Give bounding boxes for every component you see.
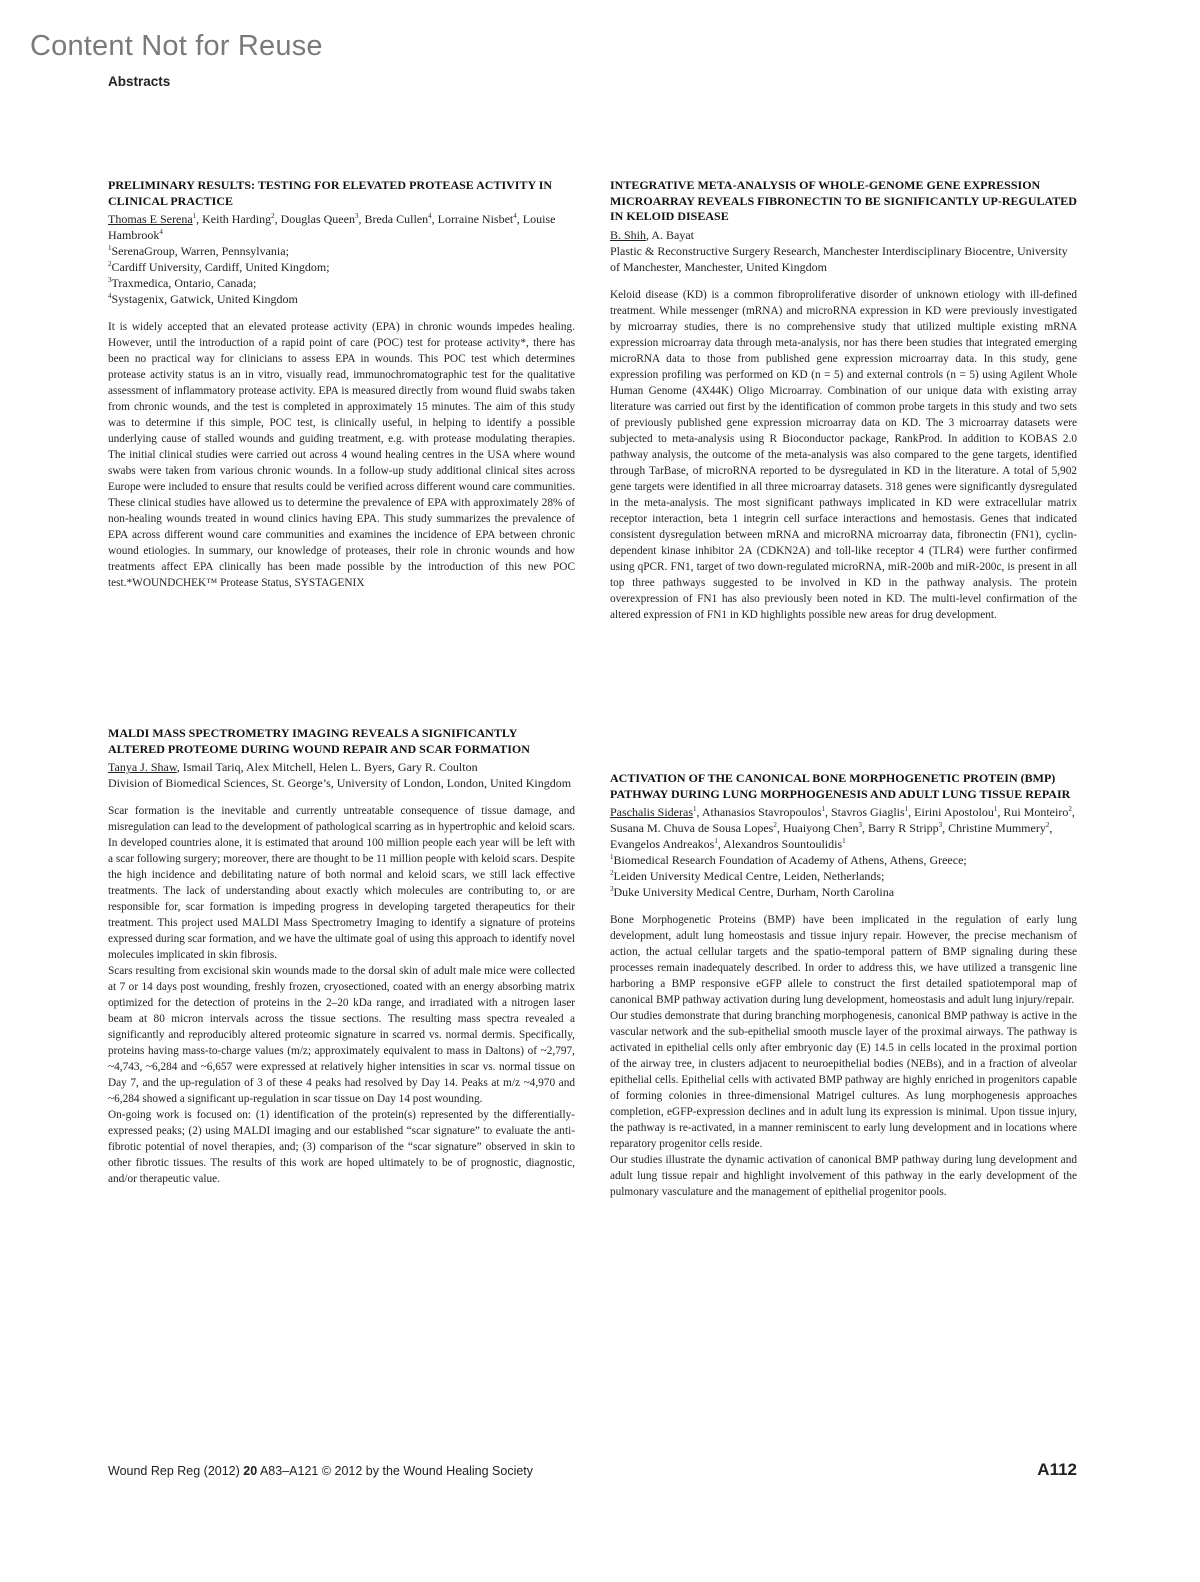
paragraph: Scars resulting from excisional skin wounds made to the dorsal skin of adult male mice were collected at 7 or 14 days post wounding, freshly frozen, cryosectioned, coated with an energy absorbing matrix optimized for the detection of proteins in the 2–20 kDa range, and irradiated with a nitrogen laser beam at 80 micron intervals across the tissue sections. The resulting mass spectra revealed a significantly and reproducibly altered proteomic signature in scarred vs. normal dermis. Specifically, proteins having mass-to-charge values (m/z; approximately equivalent to mass in Daltons) of ~2,797, ~4,743, ~6,284 and ~6,657 were expressed at relatively higher intensities in scar vs. normal tissue on Day 7, and the up-regulation of 3 of these 4 peaks had resolved by Day 14. Peaks at m/z ~4,970 and ~6,284 showed a significant up-regulation in scar tissue on Day 14 post wounding. — [108, 965, 575, 1105]
author-list: Paschalis Sideras$^1$, Athanasios Stavropoulos$^1$, Stavros Giaglis$^1$, Eirini Apostolou$^1$, Rui Monteiro$^2$, Susana M. Chuva de Sousa Lopes$^2$, Huaiyong Chen$^3$, Barry R Stripp$^3$, Christine Mummery$^2$, Evangelos Andreakos$^1$, Alexandros Sountoulidis$^1$ — [610, 805, 1075, 851]
paragraph: Our studies illustrate the dynamic activation of canonical BMP pathway during lung development and adult lung tissue repair and highlight involvement of this pathway in the early development of the pulmonary vasculature and the management of epithelial progenitor pools. — [610, 1154, 1077, 1198]
paragraph: On-going work is focused on: (1) identification of the protein(s) represented by the differentially-expressed peaks; (2) using MALDI imaging and our established “scar signature” to evaluate the anti-fibrotic potential of novel therapies, and; (3) comparison of the “scar signature” observed in skin to other fibrotic tissues. The results of this work are hoped ultimately to be of prognostic, diagnostic, and/or therapeutic value. — [108, 1109, 575, 1185]
right-column — [610, 178, 1077, 623]
affiliation: $^3$Traxmedica, Ontario, Canada; — [108, 276, 257, 290]
abstract-title: INTEGRATIVE META-ANALYSIS OF WHOLE-GENOME GENE EXPRESSION MICROARRAY REVEALS FIBRONECTIN TO BE SIGNIFICANTLY UP-REGULATED IN KELOID DISEASE — [610, 178, 1077, 223]
author-list: Tanya J. Shaw, Ismail Tariq, Alex Mitchell, Helen L. Byers, Gary R. Coulton — [108, 760, 478, 774]
abstract-title: ACTIVATION OF THE CANONICAL BONE MORPHOGENETIC PROTEIN (BMP) PATHWAY DURING LUNG MORPHOGENESIS AND ADULT LUNG TISSUE REPAIR — [610, 771, 1071, 801]
paragraph: Keloid disease (KD) is a common fibroproliferative disorder of unknown etiology with ill-defined treatment. While messenger (mRNA) and microRNA expression in KD were previously investigated by microarray studies, there is no comprehensive study that utilized multiple existing mRNA expression microarray data through meta-analysis, nor has there been studies that integrated emerging microRNA data to those from published gene expression microarray data. In this study, gene expression profiling was performed on KD (n = 5) and external controls (n = 5) using Agilent Whole Human Genome (4X44K) Oligo Microarray. Combination of our unique data with existing array literature was carried out first by the identification of common probe targets in this study and two sets of previously published gene expression microarray data on KD. The 3 microarray datasets were subjected to meta-analysis using R Bioconductor package, RankProd. In addition to KOBAS 2.0 pathway analysis, the outcome of the meta-analysis was also compared to the gene targets, identified through TarBase, of microRNA reported to be dysregulated in KD in the literature. A total of 5,902 gene targets were identified in all three microarray datasets. 318 genes were significantly dysregulated in the meta-analysis. The most significant pathways implicated in KD were extracellular matrix receptor interaction, beta 1 integrin cell surface interactions and hemostasis. Genes that indicated consistent dysregulation between mRNA and microRNA microarray data, fibronectin (FN1), cyclin-dependent kinase inhibitor 2A (CDKN2A) and toll-like receptor 4 (TLR4) were further confirmed using qPCR. FN1, target of two down-regulated microRNA, miR-200b and miR-200c, is present in all top three pathways suggested to be involved in KD in the pathway analysis. The protein overexpression of FN1 has also previously been noted in KD. The multi-level confirmation of the altered expression of FN1 in KD highlights possible new areas for drug development. — [610, 288, 1077, 621]
affiliation: $^1$SerenaGroup, Warren, Pennsylvania; — [108, 244, 289, 258]
paragraph: Bone Morphogenetic Proteins (BMP) have been implicated in the regulation of early lung development, adult lung homeostasis and tissue injury repair. However, the precise mechanism of action, the actual cellular targets and the spatio-temporal pattern of BMP signaling during these processes remain inadequately described. In order to address this, we have utilized a transgenic line harboring a BMP responsive eGFP allele to construct the first detailed spatiotemporal map of canonical BMP pathway activation during lung development, homeostasis and adult lung injury/repair. — [610, 914, 1077, 1006]
abstract-title: PRELIMINARY RESULTS: TESTING FOR ELEVATED PROTEASE ACTIVITY IN CLINICAL PRACTICE — [108, 178, 553, 208]
abstract-maldi — [108, 726, 575, 1187]
journal-citation: Wound Rep Reg (2012) 20 A83–A121 © 2012 by the Wound Healing Society — [108, 1464, 534, 1478]
abstract-body — [610, 912, 1077, 1200]
abstract-bmp — [610, 771, 1077, 1200]
abstract-protease — [108, 178, 575, 591]
presenting-author: Thomas E Serena — [108, 212, 193, 226]
abstract-title: MALDI MASS SPECTROMETRY IMAGING REVEALS A SIGNIFICANTLY ALTERED PROTEOME DURING WOUND REPAIR AND SCAR FORMATION — [108, 726, 530, 756]
page-number: A112 — [1037, 1460, 1077, 1479]
paragraph: Our studies demonstrate that during branching morphogenesis, canonical BMP pathway is active in the vascular network and the sub-epithelial smooth muscle layer of the proximal airways. The pathway is activated in epithelial cells only after embryonic day (E) 14.5 in cells located in the proximal portion of the airway tree, in clusters adjacent to neuroepithelial bodies (NEBs), and in a fraction of alveolar epithelial cells. Epithelial cells with activated BMP pathway are highly enriched in progenitors capable of forming colonies in three-dimensional Matrigel cultures. As lung morphogenesis approaches completion, eGFP-expression declines and in adult lung its expression is minimal. Upon tissue injury, the pathway is re-activated, in a manner reminiscent to early lung development and in locations where reparatory progenitor cells reside. — [610, 1010, 1077, 1150]
affiliation: $^1$Biomedical Research Foundation of Academy of Athens, Athens, Greece; — [610, 853, 967, 867]
abstract-body — [108, 319, 575, 591]
affiliation: $^4$Systagenix, Gatwick, United Kingdom — [108, 292, 298, 306]
right-column-lower — [610, 771, 1077, 1200]
paragraph: Scar formation is the inevitable and currently untreatable consequence of tissue damage, and misregulation can lead to the development of pathological scarring as in hypertrophic and keloid scars. In developed countries alone, it is estimated that around 100 million people each year will be left with a scar following surgery; moreover, there are thought to be 11 million people with keloid scars. Despite the high incidence and debilitating nature of both normal and keloid scars, we still lack effective treatments. The lack of understanding about exactly which molecules are contributing to, or are responsible for, scar formation is impeding progress in developing targeted therapeutics for their treatment. This project used MALDI Mass Spectrometry Imaging to identify a signature of proteins expressed during scar formation, and we have the ultimate goal of using this approach to identify novel molecules implicated in skin fibrosis. — [108, 805, 575, 961]
presenting-author: B. Shih — [610, 227, 647, 242]
affiliation: Plastic & Reconstructive Surgery Research, Manchester Interdisciplinary Biocentre, University of Manchester, Manchester, United Kingdom — [610, 243, 1068, 274]
abstract-body — [108, 803, 575, 1187]
affiliation: $^2$Cardiff University, Cardiff, United Kingdom; — [108, 260, 330, 274]
left-column — [108, 178, 575, 591]
abstract-body — [610, 287, 1077, 623]
watermark: Content Not for Reuse — [30, 30, 323, 62]
presenting-author: Tanya J. Shaw — [108, 760, 177, 774]
left-column-lower — [108, 726, 575, 1187]
section-label: Abstracts — [108, 74, 171, 89]
affiliation: Division of Biomedical Sciences, St. George’s, University of London, London, United Kingdom — [108, 776, 572, 790]
affiliation: $^3$Duke University Medical Centre, Durham, North Carolina — [610, 885, 895, 899]
abstract-keloid — [610, 178, 1077, 623]
author-list: Thomas E Serena$^1$, Keith Harding$^2$, Douglas Queen$^3$, Breda Cullen$^4$, Lorraine Nisbet$^4$, Louise Hambrook$^4$ — [108, 212, 556, 242]
paragraph: It is widely accepted that an elevated protease activity (EPA) in chronic wounds impedes healing. However, until the introduction of a rapid point of care (POC) test for protease activity*, there has been no practical way for clinicians to assess EPA in wounds. This POC test which determines protease activity status is an in vitro, visually read, immunochromatographic test for the qualitative assessment of inflammatory protease activity. EPA is measured directly from wound fluid swabs taken from chronic wounds, and the test is completed in approximately 15 minutes. The aim of this study was to determine if this simple, POC test, is clinically useful, in helping to identify a possible underlying cause of stalled wounds and guiding treatment, e.g. with protease modulating therapies. The initial clinical studies were carried out across 4 wound healing centres in the USA where wound swabs were taken from various chronic wounds. In a follow-up study additional clinical sites across Europe were included to ensure that results could be verified across different wound care communities. These clinical studies have allowed us to determine the prevalence of EPA with approximately 28% of non-healing wounds treated in wound clinics having EPA. This study summarizes the prevalence of EPA across different wound care communities and examines the incidence of EPA between chronic wound etiologies. In summary, our knowledge of proteases, their role in chronic wounds and how treatments affect EPA clinically has been made possible by the introduction of this new POC test.*WOUNDCHEK™ Protease Status, SYSTAGENIX — [108, 321, 575, 589]
presenting-author: Paschalis Sideras — [610, 805, 693, 819]
affiliation: $^2$Leiden University Medical Centre, Leiden, Netherlands; — [610, 869, 885, 883]
author-list: B. Shih, A. Bayat — [610, 227, 695, 242]
